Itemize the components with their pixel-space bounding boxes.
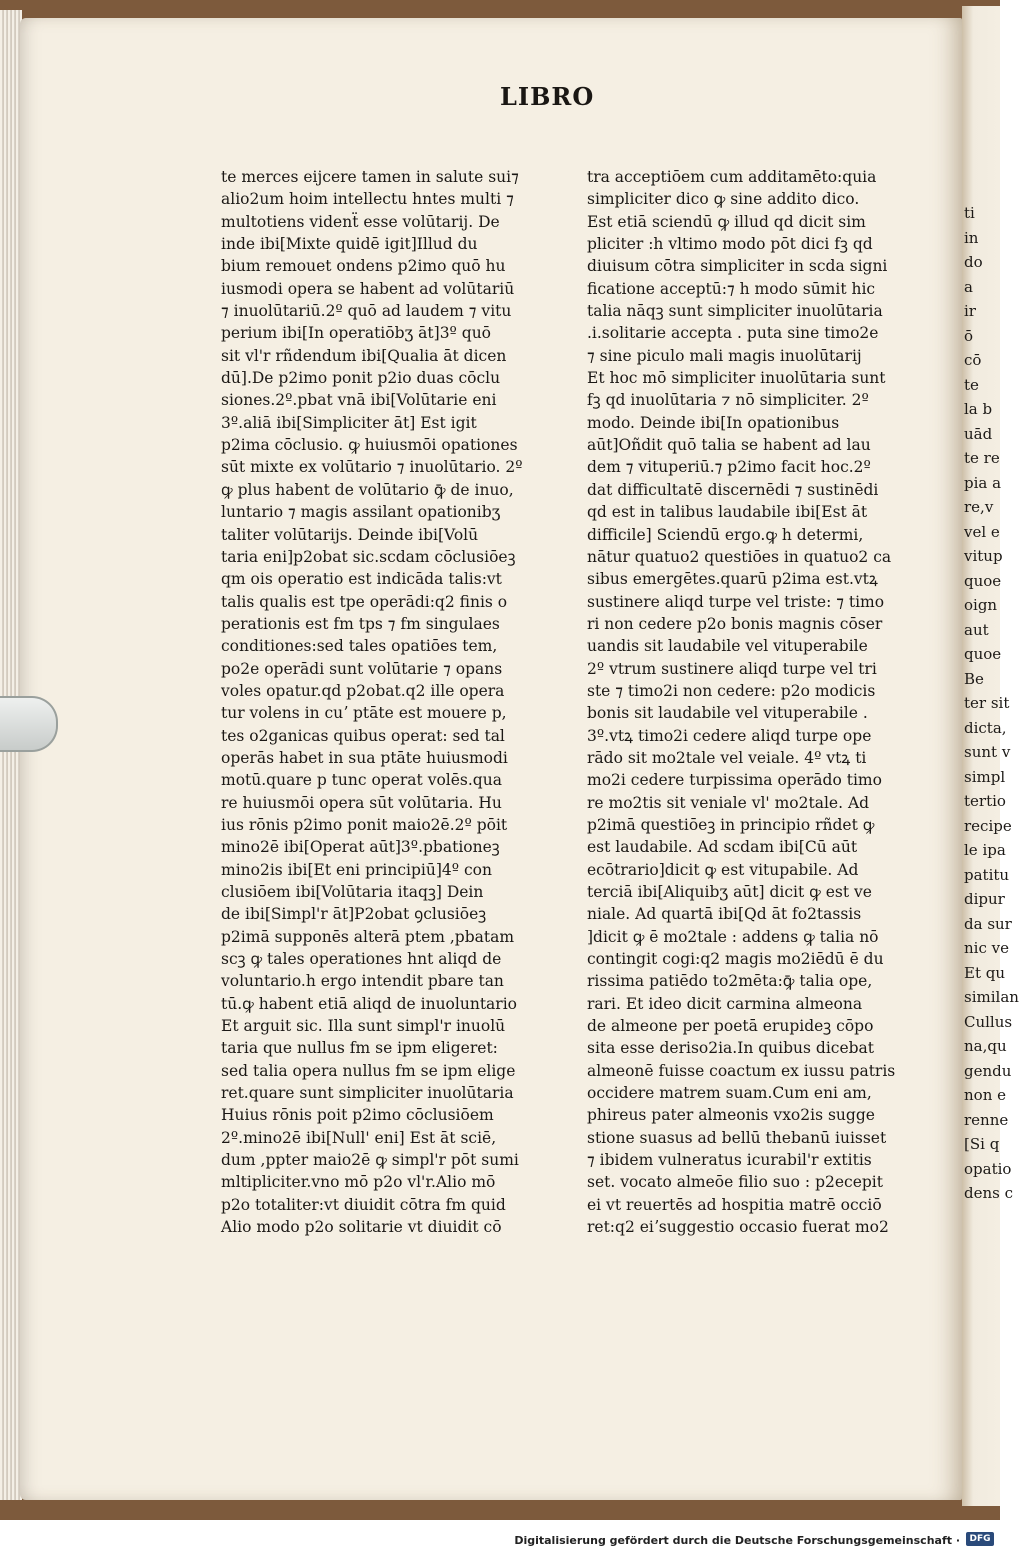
text-line: taria eni]p2obat sic.scdam cōclusiōeꝫ [221, 547, 516, 566]
text-line: ecōtrario]dicit ꝙ est vitupabile. Ad [587, 860, 859, 879]
footer-credit: Digitalisierung gefördert durch die Deutsche Forschungsgemeinschaft · [514, 1534, 960, 1547]
text-line: motū.quare p tunc operat volēs.qua [221, 771, 502, 790]
facing-page-fragment: gendu [964, 1061, 1012, 1080]
text-line: ꝙ plus habent de volūtario ꝙ̄ de inuo, [221, 480, 514, 499]
text-line: ret:q2 eiʼsuggestio occasio fuerat mo2 [587, 1218, 889, 1237]
facing-page-fragment: patitu [964, 865, 1010, 884]
text-line: ste ⁊ timo2i non cedere: p2o modicis [587, 681, 876, 700]
text-line: qd est in talibus laudabile ibi[Est āt [587, 503, 868, 522]
text-line: diuisum cōtra simpliciter in scda signi [587, 257, 888, 276]
text-line: bonis sit laudabile vel vituperabile . [587, 704, 868, 723]
text-line: Et arguit sic. Illa sunt simpl'r inuolū [221, 1017, 506, 1036]
text-line: taria que nullus fm se ipm eligeret: [221, 1039, 498, 1058]
facing-page-fragment: la b [964, 400, 993, 418]
text-line: dū].De p2imo ponit p2io duas cōclu [221, 369, 501, 388]
text-line: perationis est fm tps ⁊ fm singulaes [221, 614, 500, 633]
text-line: ⁊ ibidem vulneratus icurabil'r extitis [587, 1151, 872, 1170]
text-line: tra acceptiōem cum additamēto:quia [587, 168, 877, 186]
text-line: ]dicit ꝙ ē mo2tale : addens ꝙ talia nō [587, 927, 879, 946]
text-line: rādo sit mo2tale vel veiale. 4º vtꝝ ti [587, 748, 867, 767]
text-line: scꝫ ꝙ tales operationes hnt aliqd de [221, 950, 502, 969]
text-line: ei vt reuertēs ad hospitia matrē occiō [587, 1195, 882, 1214]
facing-page-fragment: ō [964, 326, 974, 345]
facing-page-fragment: opatio [964, 1159, 1012, 1178]
text-line: pliciter :h vltimo modo pōt dici fꝫ qd [587, 235, 873, 254]
text-line: tū.ꝙ habent etiā aliqd de inuoluntario [221, 994, 517, 1013]
facing-page-fragment: quoe [964, 571, 1002, 590]
text-line: est laudabile. Ad scdam ibi[Cū aūt [587, 838, 858, 857]
right-text-column [587, 166, 897, 1239]
facing-page-fragment: te re [964, 449, 1000, 467]
text-line: operās habet in sua ptāte huiusmodi [221, 748, 508, 767]
facing-page-fragment: le ipa [964, 841, 1006, 859]
text-line: re huiusmōi opera sūt volūtaria. Hu [221, 793, 502, 812]
text-line: difficile] Sciendū ergo.ꝙ h determi, [587, 525, 864, 544]
text-line: taliter volūtarijs. Deinde ibi[Volū [221, 525, 479, 544]
text-line: 3º.aliā ibi[Simpliciter āt] Est igit [221, 413, 477, 432]
text-line: nātur quatuo2 questiōes in quatuo2 ca [587, 547, 892, 566]
facing-page-fragment: oign [964, 596, 998, 614]
text-line: niale. Ad quartā ibi[Qd āt fo2tassis [587, 905, 862, 924]
facing-page-fragment: re,v [964, 498, 994, 516]
page-stack-edge [0, 10, 22, 1500]
facing-page-fragment: Cullus [964, 1012, 1013, 1031]
facing-page-fragment: in [964, 228, 979, 247]
text-line: bium remouet ondens p2imo quō hu [221, 257, 506, 276]
facing-page-fragment: sunt v [964, 743, 1011, 761]
facing-page-fragment: vitup [964, 547, 1003, 565]
text-line: talis qualis est tpe operādi:q2 finis o [221, 592, 508, 611]
facing-page-fragment: vel e [964, 522, 1000, 541]
text-line: almeonē fuisse coactum ex iussu patris [587, 1061, 896, 1080]
text-line: sita esse deriso2ia.In quibus dicebat [587, 1039, 875, 1058]
facing-page-fragment: pia a [964, 473, 1002, 492]
left-text-column [221, 166, 539, 1239]
text-line: p2imā questiōeꝫ in principio rñdet ꝙ [587, 815, 875, 834]
text-line: ⁊ sine piculo mali magis inuolūtarij [587, 346, 862, 365]
facing-page-fragment: da sur [964, 914, 1012, 933]
text-line: rari. Et ideo dicit carmina almeona [587, 994, 863, 1013]
text-line: simpliciter dico ꝙ sine addito dico. [587, 190, 860, 209]
text-line: Alio modo p2o solitarie vt diuidit cō [221, 1218, 502, 1237]
text-line: clusiōem ibi[Volūtaria itaqꝫ] Dein [221, 883, 484, 901]
facing-page-fragment: ti [964, 204, 975, 222]
facing-page-fragment: do [964, 253, 983, 271]
text-line: siones.2º.pbat vnā ibi[Volūtarie eni [221, 391, 497, 410]
text-line: dum ,ppter maio2ē ꝙ simpl'r pōt sumi [221, 1151, 519, 1170]
text-line: qm ois operatio est indicāda talis:vt [221, 570, 502, 589]
facing-page-fragment: a [964, 277, 973, 296]
text-line: sustinere aliqd turpe vel triste: ⁊ timo [587, 592, 885, 611]
facing-page-fragment: simpl [964, 767, 1006, 786]
text-line: po2e operādi sunt volūtarie ⁊ opans [221, 659, 503, 678]
text-line: terciā ibi[Aliquibʒ aūt] dicit ꝙ est ve [587, 883, 872, 901]
text-line: rissima patiēdo to2mēta:ꝙ̄ talia ope, [587, 972, 873, 991]
text-line: mino2is ibi[Et eni principiū]4º con [221, 860, 492, 879]
text-line: luntario ⁊ magis assilant opationibʒ [221, 503, 501, 522]
text-line: .i.solitarie accepta . puta sine timo2e [587, 324, 879, 343]
facing-page-fragment: Be [964, 669, 984, 688]
facing-page-fragment: uād [964, 424, 993, 443]
text-line: p2ima cōclusio. ꝙ huiusmōi opationes [221, 436, 518, 455]
text-line: perium ibi[In operatiōbʒ āt]3º quō [221, 324, 492, 343]
facing-page-edge [962, 6, 1019, 1506]
text-line: ius rōnis p2imo ponit maio2ē.2º pōit [221, 815, 508, 834]
facing-page-fragment: dicta, [964, 718, 1007, 737]
text-line: sit vl'r rñdendum ibi[Qualia āt dicen [221, 346, 507, 365]
text-line: dat difficultatē discernēdi ⁊ sustinēdi [587, 480, 879, 499]
text-line: talia nāqꝫ sunt simpliciter inuolūtaria [587, 302, 883, 321]
text-line: ficatione acceptū:⁊ h modo sūmit hic [587, 279, 876, 298]
text-line: multotiens videnẗ esse volūtarij. De [221, 212, 500, 231]
text-line: de ibi[Simpl'r āt]P2obat ꝯclusiōeꝫ [221, 905, 487, 924]
text-line: iusmodi opera se habent ad volūtariū [221, 279, 515, 298]
facing-page-fragment: nic ve [964, 939, 1009, 957]
facing-page-fragment: similan [964, 988, 1019, 1006]
text-line: mltipliciter.vno mō p2o vl'r.Alio mō [221, 1173, 496, 1192]
facing-page-fragment: te [964, 375, 979, 394]
facing-page-fragment: renne [964, 1110, 1009, 1129]
dfg-logo: DFG [966, 1532, 994, 1546]
text-line: ri non cedere p2o bonis magnis cōser [587, 614, 883, 633]
text-line: Est etiā sciendū ꝙ illud qd dicit sim [587, 212, 866, 231]
text-line: 3º.vtꝝ timo2i cedere aliqd turpe ope [587, 726, 872, 745]
text-line: conditiones:sed tales opatiōes tem, [221, 637, 498, 656]
text-line: ⁊ inuolūtariū.2º quō ad laudem ⁊ vitu [221, 302, 512, 321]
text-line: inde ibi[Mixte quidē igit]Illud du [221, 235, 478, 254]
text-line: tur volens in cuʼ ptāte est mouere p, [221, 704, 507, 723]
text-line: tes o2ganicas quibus operat: sed tal [221, 726, 505, 745]
text-line: voluntario.h ergo intendit pbare tan [221, 972, 504, 991]
book-clasp [0, 696, 58, 752]
text-line: voles opatur.qd p2obat.q2 ille opera [221, 681, 505, 700]
text-line: sed talia opera nullus fm se ipm elige [221, 1061, 516, 1080]
text-line: sūt mixte ex volūtario ⁊ inuolūtario. 2º [221, 458, 523, 477]
facing-page-fragment: non e [964, 1086, 1006, 1104]
text-line: sibus emergētes.quarū p2ima est.vtꝝ [587, 570, 878, 589]
text-line: modo. Deinde ibi[In opationibus [587, 413, 840, 432]
text-line: occidere matrem suam.Cum eni am, [587, 1084, 872, 1103]
facing-page-fragment: dipur [964, 890, 1005, 908]
text-line: Et hoc mō simpliciter inuolūtaria sunt [587, 369, 886, 388]
text-line: contingit cogi:q2 magis mo2iēdū ē du [587, 950, 884, 969]
facing-page-fragment: [Si q [964, 1135, 1000, 1153]
text-line: fꝫ qd inuolūtaria ⁊ nō simpliciter. 2º [587, 391, 869, 410]
text-line: 2º.mino2ē ibi[Null' eni] Est āt sciē, [221, 1128, 497, 1147]
text-line: de almeone per poetā erupideꝫ cōpo [587, 1017, 874, 1036]
facing-page-fragment: aut [964, 620, 989, 639]
facing-page-fragment: recipe [964, 816, 1012, 835]
facing-page-fragment: quoe [964, 645, 1002, 663]
facing-page-fragment: ter sit [964, 694, 1010, 712]
text-line: mino2ē ibi[Operat aūt]3º.pbationeꝫ [221, 838, 500, 857]
facing-page-fragment: dens c [964, 1184, 1014, 1202]
text-line: p2o totaliter:vt diuidit cōtra fm quid [221, 1195, 506, 1214]
text-line: alio2um hoim intellectu hntes multi ⁊ [221, 190, 514, 209]
text-line: te merces eijcere tamen in salute sui⁊ [221, 168, 519, 186]
text-line: uandis sit laudabile vel vituperabile [587, 637, 868, 656]
text-line: p2imā supponēs alterā ptem ,pbatam [221, 927, 515, 946]
facing-page-fragment: na,qu [964, 1037, 1007, 1055]
facing-page-fragment: ir [964, 302, 976, 320]
text-line: aūt]Oñdit quō talia se habent ad lau [587, 436, 871, 455]
text-line: dem ⁊ vituperiū.⁊ p2imo facit hoc.2º [587, 458, 871, 477]
running-head: LIBRO [500, 82, 595, 111]
facing-page-fragment: cō [964, 351, 982, 369]
text-line: stione suasus ad bellū thebanū iuisset [587, 1128, 887, 1147]
facing-page-fragment: Et qu [964, 963, 1006, 982]
text-line: re mo2tis sit veniale vl' mo2tale. Ad [587, 793, 870, 812]
text-line: phireus pater almeonis vxo2is sugge [587, 1106, 875, 1125]
text-line: ret.quare sunt simpliciter inuolūtaria [221, 1084, 514, 1103]
text-line: 2º vtrum sustinere aliqd turpe vel tri [587, 659, 877, 678]
facing-page-fragment: tertio [964, 792, 1006, 810]
text-line: mo2i cedere turpissima operādo timo [587, 771, 882, 790]
text-line: Huius rōnis poit p2imo cōclusiōem [221, 1106, 494, 1125]
text-line: set. vocato almeōe filio suo : p2ecepit [587, 1173, 883, 1192]
